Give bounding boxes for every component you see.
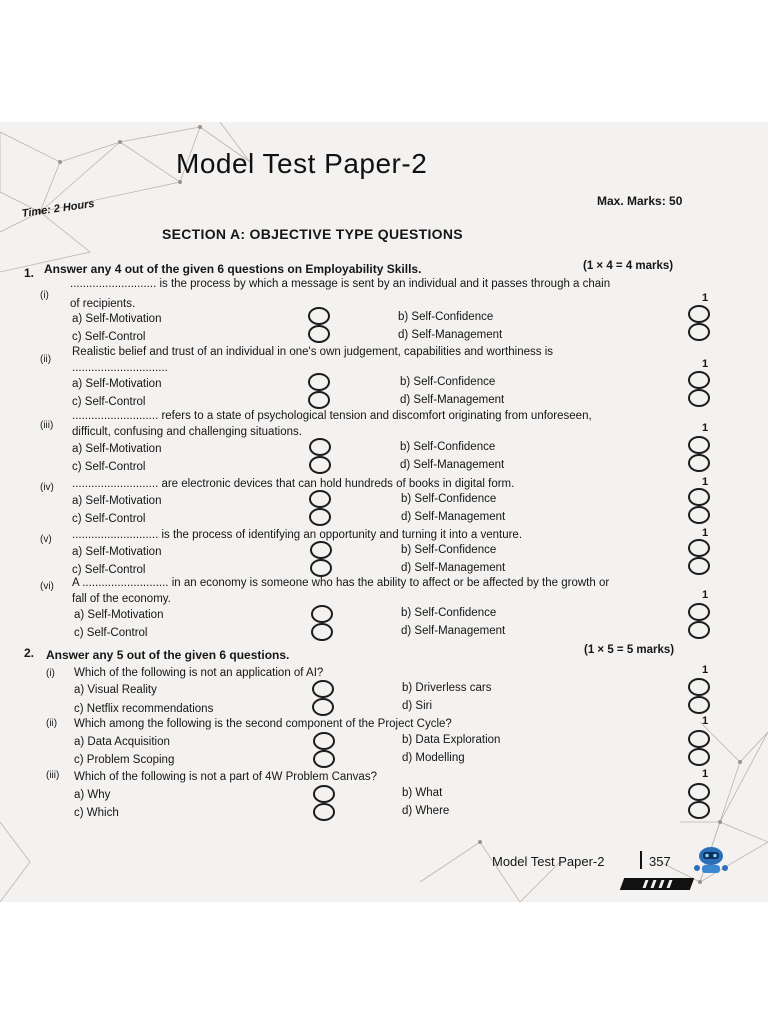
answer-circle-b[interactable] [688,436,710,454]
option-d: d) Self-Management [398,329,503,341]
answer-circle-d[interactable] [688,748,710,766]
option-d: d) Self-Management [401,511,506,523]
option-d: d) Self-Management [401,625,506,637]
robot-mascot-icon [690,844,732,878]
option-a: a) Self-Motivation [72,313,162,325]
sub-question-mark: 1 [702,476,709,488]
option-a: a) Data Acquisition [74,736,170,748]
answer-circle-b[interactable] [688,603,710,621]
answer-circle-d[interactable] [688,389,710,407]
max-marks-label: Max. Marks: 50 [597,194,683,208]
option-c: c) Self-Control [72,331,146,343]
option-b: b) Self-Confidence [400,376,496,388]
answer-circle-c[interactable] [308,325,330,343]
answer-circle-b[interactable] [688,730,710,748]
answer-circle-a[interactable] [309,438,331,456]
decorative-stripe [620,878,694,890]
exam-page [0,122,768,902]
option-c: c) Self-Control [74,627,148,639]
sub-question-text-cont: fall of the economy. [72,593,171,605]
sub-question-text-cont: difficult, confusing and challenging situations. [72,426,302,438]
sub-question-mark: 1 [702,589,709,601]
option-b: b) Self-Confidence [400,441,496,453]
answer-circle-b[interactable] [688,539,710,557]
answer-circle-b[interactable] [688,783,710,801]
sub-question-mark: 1 [702,358,709,370]
answer-circle-b[interactable] [688,678,710,696]
answer-circle-d[interactable] [688,454,710,472]
answer-circle-c[interactable] [308,391,330,409]
option-b: b) Data Exploration [402,734,501,746]
answer-circle-c[interactable] [309,456,331,474]
sub-question-number: (ii) [40,354,52,365]
answer-circle-b[interactable] [688,305,710,323]
sub-question-text: ........................... are electronic devices that can hold hundreds of books in digital form. [72,478,515,490]
answer-circle-a[interactable] [308,373,330,391]
sub-question-mark: 1 [702,422,709,434]
sub-question-number: (ii) [46,718,58,729]
option-d: d) Self-Management [401,562,506,574]
answer-circle-c[interactable] [312,698,334,716]
option-a: a) Why [74,789,111,801]
sub-question-text-cont: of recipients. [70,298,136,310]
answer-circle-b[interactable] [688,488,710,506]
option-a: a) Self-Motivation [74,609,164,621]
sub-question-text: ........................... is the process by which a message is sent by an individual and it passes through a chain [70,278,611,290]
option-d: d) Siri [402,700,433,712]
page-title: Model Test Paper-2 [176,148,428,179]
option-d: d) Where [402,805,450,817]
answer-circle-c[interactable] [313,803,335,821]
answer-circle-d[interactable] [688,506,710,524]
sub-question-number: (i) [40,290,49,301]
footer-label: Model Test Paper-2 [492,854,605,869]
sub-question-number: (vi) [40,581,54,592]
sub-question-number: (iv) [40,482,54,493]
answer-circle-a[interactable] [313,785,335,803]
question-instruction: Answer any 4 out of the given 6 questions on Employability Skills. [44,262,422,276]
footer-divider [640,851,642,869]
sub-question-text: ........................... is the process of identifying an opportunity and turning it into a venture. [72,529,523,541]
answer-circle-c[interactable] [311,623,333,641]
answer-circle-a[interactable] [313,732,335,750]
sub-question-number: (iii) [46,770,60,781]
sub-question-text-cont: .............................. [72,362,168,374]
sub-question-mark: 1 [702,527,709,539]
time-label: Time: 2 Hours [21,197,96,220]
section-heading: SECTION A: OBJECTIVE TYPE QUESTIONS [162,226,463,242]
sub-question-text: A ........................... in an economy is someone who has the ability to affect or be affected by the growth or [72,577,610,589]
option-a: a) Self-Motivation [72,546,162,558]
option-c: c) Self-Control [72,513,146,525]
sub-question-number: (v) [40,534,52,545]
sub-question-text: Which among the following is the second component of the Project Cycle? [74,718,452,730]
answer-circle-a[interactable] [310,541,332,559]
option-b: b) Self-Confidence [398,311,494,323]
option-c: c) Netflix recommendations [74,703,214,715]
sub-question-text: ........................... refers to a state of psychological tension and discomfort originating from unforeseen, [72,410,592,422]
option-a: a) Self-Motivation [72,443,162,455]
sub-question-text: Which of the following is not an application of AI? [74,667,324,679]
option-a: a) Visual Reality [74,684,157,696]
answer-circle-b[interactable] [688,371,710,389]
answer-circle-c[interactable] [309,508,331,526]
answer-circle-c[interactable] [313,750,335,768]
answer-circle-a[interactable] [312,680,334,698]
option-d: d) Self-Management [400,394,505,406]
sub-question-mark: 1 [702,664,709,676]
option-d: d) Modelling [402,752,465,764]
question-number: 1. [24,266,35,280]
option-c: c) Self-Control [72,396,146,408]
page-number: 357 [649,854,671,869]
question-number: 2. [24,646,35,660]
question-marks: (1 × 5 = 5 marks) [584,644,675,656]
option-d: d) Self-Management [400,459,505,471]
sub-question-mark: 1 [702,768,709,780]
sub-question-number: (i) [46,668,55,679]
option-b: b) Self-Confidence [401,544,497,556]
option-c: c) Self-Control [72,461,146,473]
option-b: b) Driverless cars [402,682,492,694]
question-instruction: Answer any 5 out of the given 6 questions. [46,648,290,662]
sub-question-text: Realistic belief and trust of an individual in one's own judgement, capabilities and worthiness is [72,346,553,358]
option-c: c) Problem Scoping [74,754,175,766]
answer-circle-a[interactable] [309,490,331,508]
option-b: b) Self-Confidence [401,607,497,619]
answer-circle-a[interactable] [308,307,330,325]
answer-circle-d[interactable] [688,557,710,575]
answer-circle-a[interactable] [311,605,333,623]
option-c: c) Which [74,807,119,819]
answer-circle-d[interactable] [688,801,710,819]
answer-circle-d[interactable] [688,323,710,341]
option-c: c) Self-Control [72,564,146,576]
option-a: a) Self-Motivation [72,495,162,507]
question-marks: (1 × 4 = 4 marks) [583,260,674,272]
answer-circle-d[interactable] [688,621,710,639]
answer-circle-c[interactable] [310,559,332,577]
option-b: b) Self-Confidence [401,493,497,505]
sub-question-number: (iii) [40,420,54,431]
sub-question-text: Which of the following is not a part of 4W Problem Canvas? [74,771,377,783]
option-b: b) What [402,787,443,799]
sub-question-mark: 1 [702,292,709,304]
answer-circle-d[interactable] [688,696,710,714]
option-a: a) Self-Motivation [72,378,162,390]
sub-question-mark: 1 [702,715,709,727]
